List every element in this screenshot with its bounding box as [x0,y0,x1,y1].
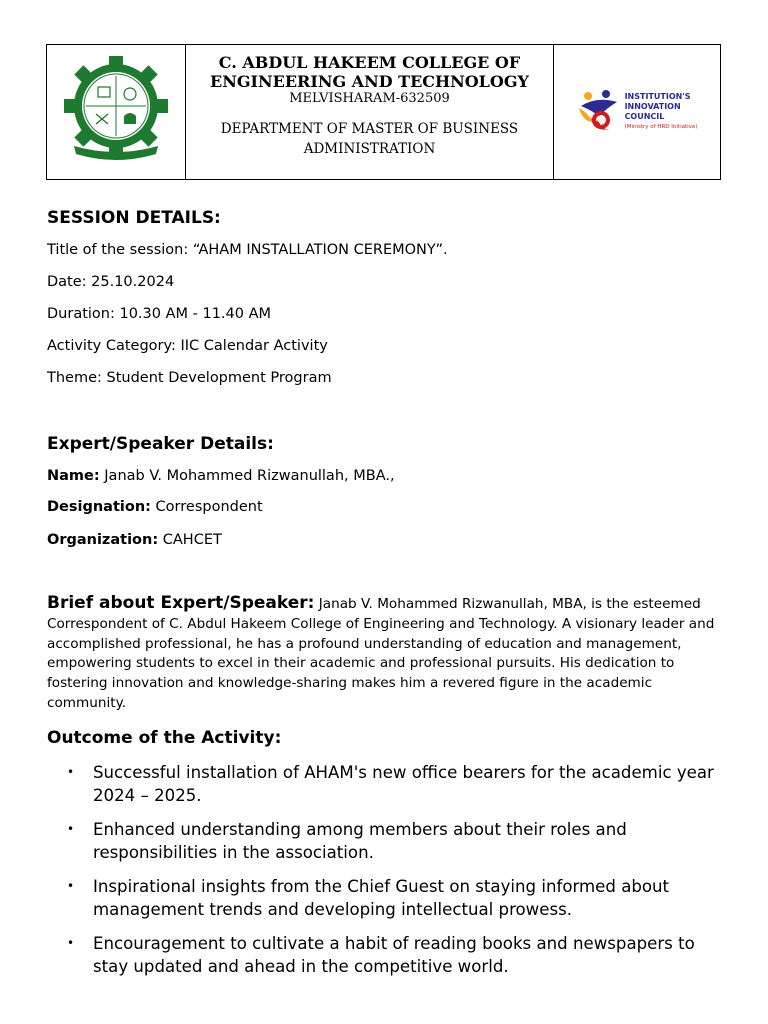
session-details-heading: SESSION DETAILS: [47,208,221,228]
iic-line-2: INNOVATION [624,102,681,111]
iic-logo [577,88,698,136]
college-title-cell [186,45,554,179]
outcome-item-text: Inspirational insights from the Chief Guest on staying informed about management trends and developing intellectual prowess. [93,877,670,919]
iic-line-1: INSTITUTION'S [624,92,691,101]
college-name: C. ABDUL HAKEEM COLLEGE OF ENGINEERING AND TECHNOLOGY [210,53,529,91]
list-item [47,875,727,921]
outcome-heading: Outcome of the Activity: [47,728,282,748]
iic-text-block [625,92,698,132]
speaker-brief-paragraph [47,594,727,714]
bullet-icon: • [67,822,75,836]
session-category-line: Activity Category: IIC Calendar Activity [47,338,328,354]
header-table [46,44,721,180]
iic-line-3: COUNCIL [624,112,665,121]
speaker-name-line [47,468,395,484]
speaker-name-label: Name: [47,468,100,484]
speaker-details-heading: Expert/Speaker Details: [47,434,274,454]
outcome-item-text: Encouragement to cultivate a habit of reading books and newspapers to stay updated and ahead in the competitive world. [93,934,695,976]
speaker-designation-line [47,499,263,515]
speaker-brief-text: Janab V. Mohammed Rizwanullah, MBA, is the esteemed Correspondent of C. Abdul Hakeem College of Engineering and Technology. A visionary leader and accomplished professional, he has a profound understanding of education and management, empowering students to excel in their academic and professional pursuits. His dedication to fostering innovation and knowledge-sharing makes him a revered figure in the academic community. [47,596,715,711]
session-title-line: Title of the session: “AHAM INSTALLATION CEREMONY”. [47,242,448,258]
iic-logo-cell [554,45,720,179]
session-theme-line: Theme: Student Development Program [47,370,332,386]
outcome-list [47,761,727,989]
speaker-organization-value: CAHCET [158,532,222,548]
outcome-item-text: Successful installation of AHAM's new office bearers for the academic year 2024 – 2025. [93,763,714,805]
speaker-organization-label: Organization: [47,532,159,548]
college-location: MELVISHARAM-632509 [289,91,450,106]
department-name: DEPARTMENT OF MASTER OF BUSINESS ADMINISTRATION [220,121,519,157]
list-item [47,761,727,807]
bullet-icon: • [67,879,75,893]
list-item [47,932,727,978]
outcome-item-text: Enhanced understanding among members about their roles and responsibilities in the association. [93,820,627,862]
speaker-designation-label: Designation: [47,499,151,515]
speaker-designation-value: Correspondent [150,499,263,515]
bullet-icon: • [67,765,75,779]
session-duration-line: Duration: 10.30 AM - 11.40 AM [47,306,272,322]
iic-emblem-icon [577,88,621,136]
speaker-name-value: Janab V. Mohammed Rizwanullah, MBA., [99,468,395,484]
bullet-icon: • [67,936,75,950]
iic-subtitle: (Ministry of HRD Initiative) [624,124,698,130]
session-date-line: Date: 25.10.2024 [47,274,175,290]
list-item [47,818,727,864]
speaker-organization-line [47,532,222,548]
college-logo-cell [47,45,186,179]
speaker-brief-heading: Brief about Expert/Speaker: [47,593,315,613]
college-logo-icon [60,54,172,170]
